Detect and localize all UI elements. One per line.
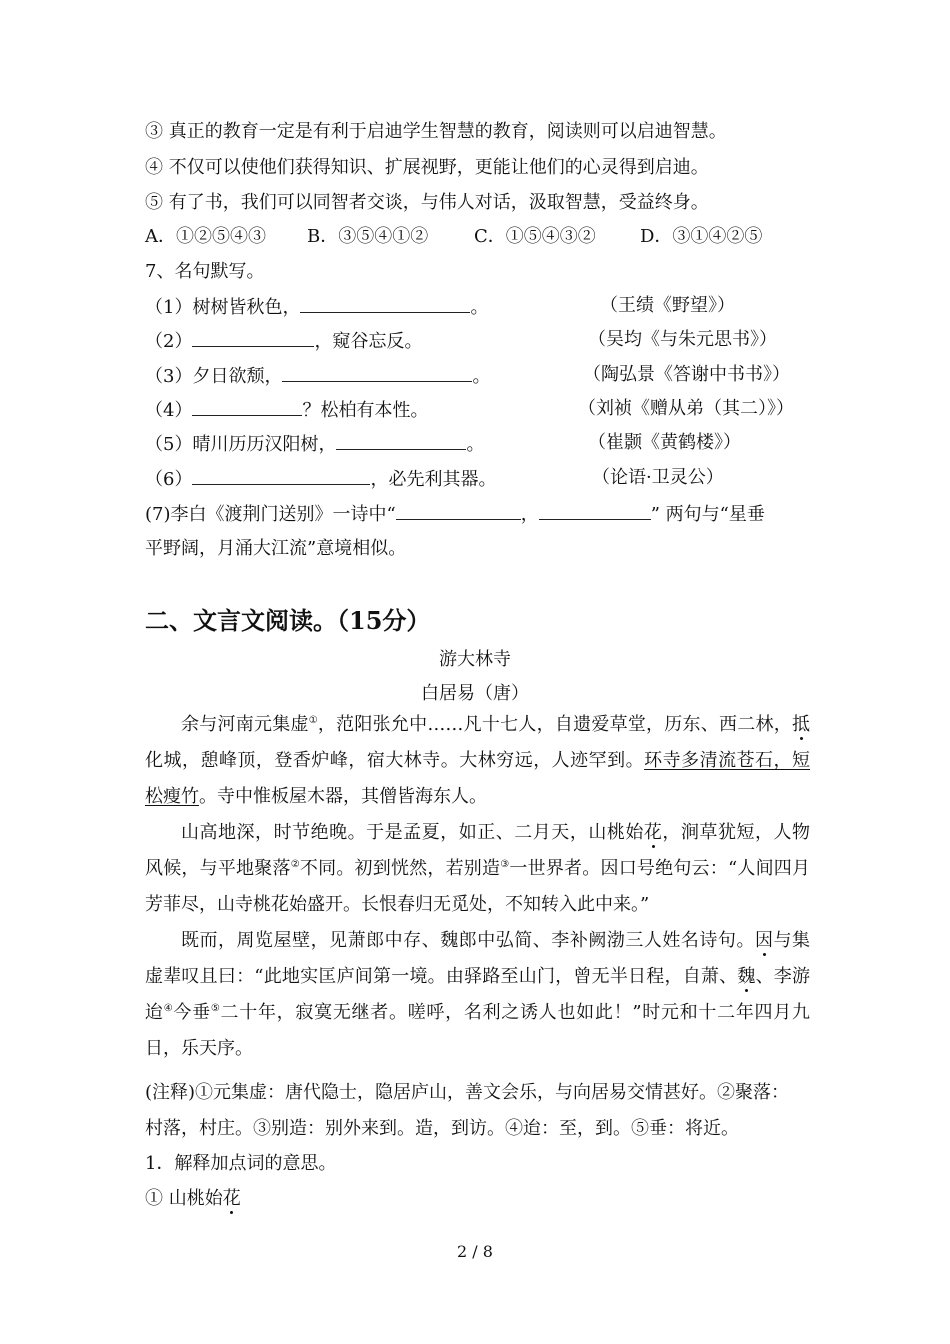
paragraph-3: 既而，周览屋壁，见萧郎中存、魏郎中弘简、李补阙渤三人姓名诗句。因与集虚辈叹且曰：“此地实匡庐间第一境。由驿路至山门，曾无半日程，自萧、魏、李游迨④今垂⑤二十年，寂寞无继者。嗟呼，名利之诱人也如此！”时元和十二年四月九日，乐天序。 xyxy=(145,930,811,1059)
option-c: C．①⑤④③② xyxy=(474,226,596,247)
blank[interactable] xyxy=(539,501,651,520)
section-heading: 二、文言文阅读。（15分） xyxy=(145,606,431,635)
passage-author: 白居易（唐） xyxy=(421,683,529,704)
paragraph-2: 山高地深，时节绝晚。于是孟夏，如正、二月天，山桃始花，涧草犹短，人物风候，与平地聚落②不同。初到恍然，若别造③一世界者。因口号绝句云：“人间四月芳菲尽，山寺桃花始盛开。长恨春归无觅处，不知转入此中来。” xyxy=(145,822,811,915)
q7-source-6: （论语·卫灵公） xyxy=(592,467,724,488)
note-mark: ① xyxy=(308,715,318,726)
sentence-4: ④ 不仅可以使他们获得知识、扩展视野，更能让他们的心灵得到启迪。 xyxy=(145,157,709,178)
q7-item-6: （6） ，必先利其器。 xyxy=(145,466,496,492)
q7-source-4: （刘祯《赠从弟（其二）》） xyxy=(578,398,794,419)
dotted-word: 花 xyxy=(643,822,663,843)
blank[interactable] xyxy=(192,466,370,485)
passage-body xyxy=(145,707,810,1067)
option-a: A．①②⑤④③ xyxy=(145,226,266,247)
page-number: 2 / 8 xyxy=(457,1242,493,1261)
q7-item-7: (7)李白《渡荆门送别》一诗中“ ， ” 两句与“星垂 xyxy=(145,501,765,527)
note-mark: ⑤ xyxy=(210,1003,221,1014)
notes-line-1: (注释)①元集虚：唐代隐士，隐居庐山，善文会乐，与向居易交情甚好。②聚落： xyxy=(145,1082,790,1103)
question-1-title: 1．解释加点词的意思。 xyxy=(145,1153,337,1174)
q7-item-5: （5）晴川历历汉阳树， 。 xyxy=(145,431,484,457)
q7-item-3: （3）夕日欲颓， 。 xyxy=(145,363,490,389)
note-mark: ② xyxy=(290,859,300,870)
q7-source-5: （崔颢《黄鹤楼》） xyxy=(588,432,741,453)
q7-item-4: （4） ？松柏有本性。 xyxy=(145,397,428,423)
question-1-item: ① 山桃始花 xyxy=(145,1188,241,1209)
sentence-5: ⑤ 有了书，我们可以同智者交谈，与伟人对话，汲取智慧，受益终身。 xyxy=(145,192,709,213)
underlined-sentence: 环寺多清流苍石，短松瘦竹 xyxy=(145,750,811,807)
passage-title: 游大林寺 xyxy=(439,649,511,670)
option-d: D．③①④②⑤ xyxy=(640,226,763,247)
q7-title: 7、名句默写。 xyxy=(145,261,265,282)
note-mark: ③ xyxy=(500,859,510,870)
blank[interactable] xyxy=(396,501,521,520)
sentence-3: ③ 真正的教育一定是有利于启迪学生智慧的教育，阅读则可以启迪智慧。 xyxy=(145,121,727,142)
blank[interactable] xyxy=(282,363,472,382)
q7-item-7-line2: 平野阔，月涌大江流”意境相似。 xyxy=(145,538,407,559)
q7-source-2: （吴均《与朱元思书》） xyxy=(588,329,777,350)
blank[interactable] xyxy=(300,294,470,313)
q7-source-3: （陶弘景《答谢中书书》） xyxy=(583,364,790,385)
q7-item-1: （1）树树皆秋色， 。 xyxy=(145,294,488,320)
dotted-word: 花 xyxy=(222,1188,241,1209)
q7-item-2: （2） ，窥谷忘反。 xyxy=(145,328,422,354)
blank[interactable] xyxy=(192,328,314,347)
blank[interactable] xyxy=(192,397,302,416)
blank[interactable] xyxy=(336,431,466,450)
paragraph-1: 余与河南元集虚①，范阳张允中……凡十七人，自遗爱草堂，历东、西二林，抵化城，憩峰顶，登香炉峰，宿大林寺。大林穷远，人迹罕到。环寺多清流苍石，短松瘦竹。寺中惟板屋木器，其僧皆海东人。 xyxy=(145,714,811,807)
note-mark: ④ xyxy=(163,1003,174,1014)
dotted-word: 魏 xyxy=(737,966,756,987)
dotted-word: 因 xyxy=(754,930,774,951)
option-b: B．③⑤④①② xyxy=(307,226,429,247)
notes-line-2: 村落，村庄。③别造：别外来到。造，到访。④迨：至，到。⑤垂：将近。 xyxy=(145,1118,739,1139)
q7-source-1: （王绩《野望》） xyxy=(600,295,735,316)
dotted-word: 抵 xyxy=(792,714,811,735)
